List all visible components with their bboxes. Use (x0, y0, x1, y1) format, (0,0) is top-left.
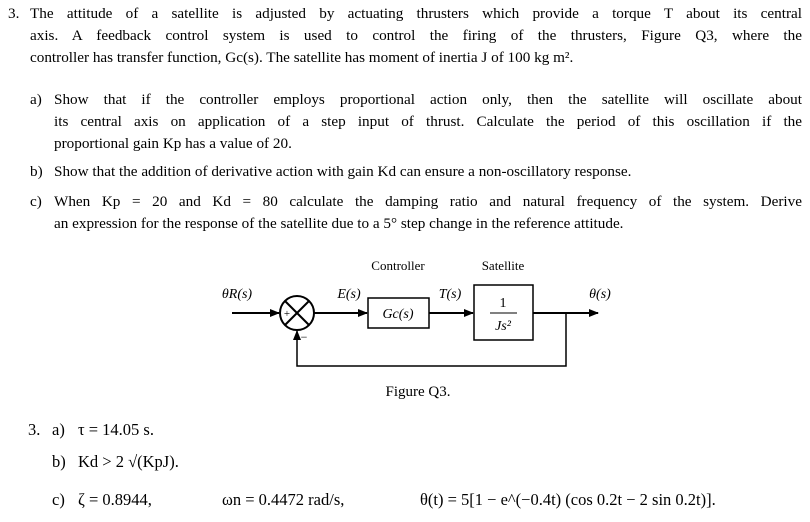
answer-b: Kd > 2 √(KpJ). (78, 452, 179, 471)
part-a-line-3: proportional gain Kp has a value of 20. (54, 135, 292, 152)
intro-line-1: The attitude of a satellite is adjusted by actuating thrusters which provide a torque T about its central (30, 5, 802, 22)
answer-b-label: b) (52, 452, 66, 471)
satellite-label: Satellite (481, 258, 525, 273)
plant-denominator: Js² (495, 319, 511, 334)
part-c-line-2: an expression for the response of the satellite due to a 5° step change in the reference attitude. (54, 215, 624, 232)
part-b-line-1: Show that the addition of derivative action with gain Kd can ensure a non-oscillatory response. (54, 163, 632, 180)
part-c-label: c) (30, 193, 42, 210)
answer-number: 3. (28, 420, 41, 439)
answer-c-frequency: ωn = 0.4472 rad/s, (222, 490, 345, 509)
part-a-label: a) (30, 91, 42, 108)
answer-c-response: θ(t) = 5[1 − e^(−0.4t) (cos 0.2t − 2 sin 0.2t)]. (420, 490, 716, 509)
error-signal-label: E(s) (337, 287, 361, 302)
part-c-line-1: When Kp = 20 and Kd = 80 calculate the damping ratio and natural frequency of the system. Derive (54, 193, 802, 210)
answer-a: τ = 14.05 s. (78, 420, 154, 439)
plant-numerator: 1 (499, 296, 507, 311)
part-a-line-1: Show that if the controller employs proportional action only, then the satellite will oscillate about (54, 91, 802, 108)
answer-c-label: c) (52, 490, 65, 509)
part-a-line-2: its central axis on application of a step input of thrust. Calculate the period of this oscillation if the (54, 113, 802, 130)
answer-c-damping: ζ = 0.8944, (78, 490, 152, 509)
answer-a-label: a) (52, 420, 65, 439)
figure-caption: Figure Q3. (385, 384, 451, 400)
output-signal-label: θ(s) (589, 287, 611, 302)
intro-line-2: axis. A feedback control system is used to control the firing of the thrusters, Figure Q3, where the (30, 27, 802, 44)
torque-signal-label: T(s) (438, 287, 462, 302)
summer-plus-sign: + (283, 308, 291, 320)
intro-line-3: controller has transfer function, Gc(s). The satellite has moment of inertia J of 100 kg m². (30, 49, 574, 66)
question-number: 3. (8, 5, 20, 22)
summer-minus-sign: − (300, 330, 308, 344)
input-signal-label: θR(s) (221, 287, 253, 302)
controller-label: Controller (371, 258, 425, 273)
part-b-label: b) (30, 163, 43, 180)
controller-transfer-function: Gc(s) (382, 307, 414, 322)
